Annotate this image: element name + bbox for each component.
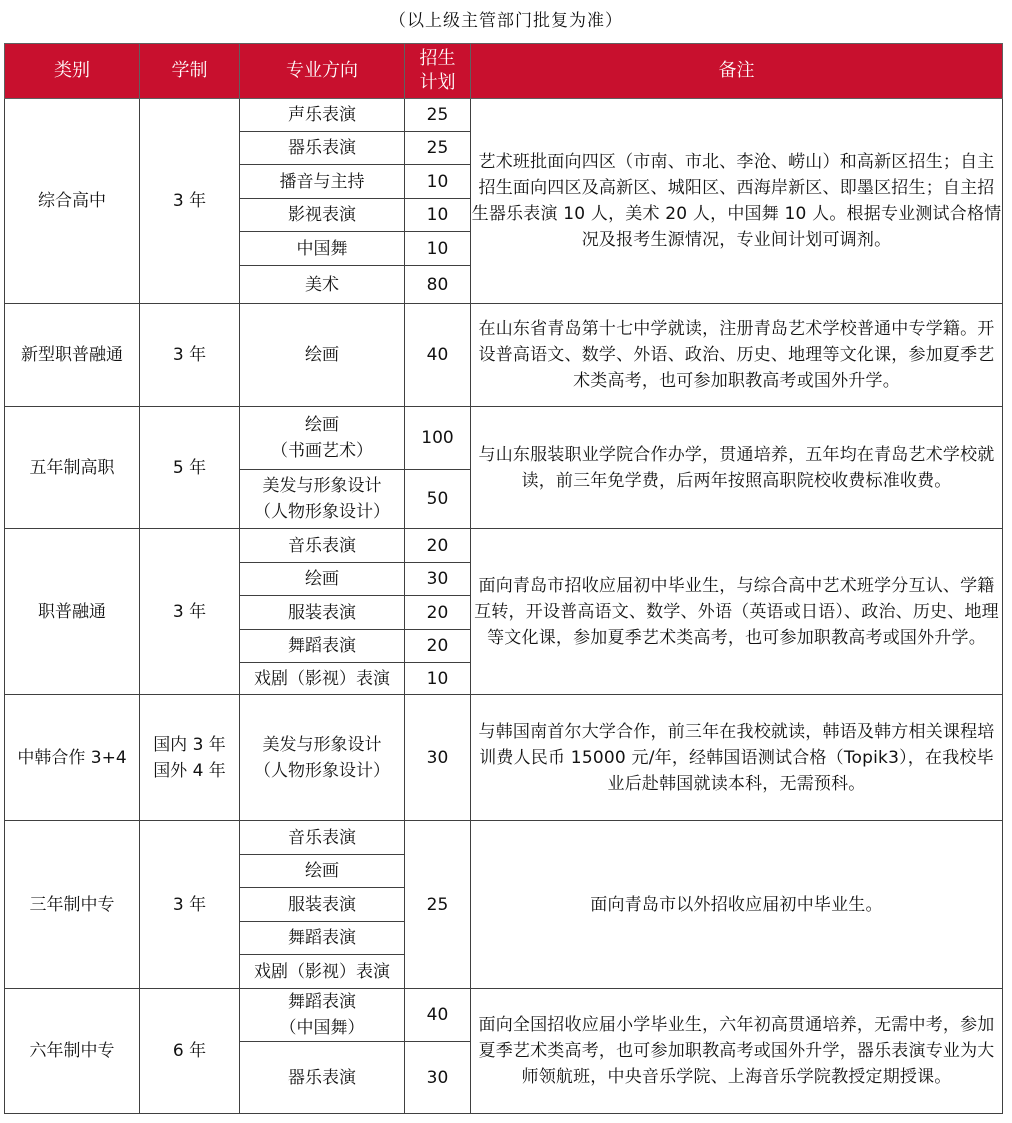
quota-cell: 10 <box>405 199 471 232</box>
major-cell <box>240 470 405 529</box>
major-cell: 声乐表演 <box>240 99 405 132</box>
category-cell: 中韩合作 3+4 <box>5 695 140 821</box>
major-cell <box>240 989 405 1042</box>
major-cell: 器乐表演 <box>240 1042 405 1114</box>
major-cell: 音乐表演 <box>240 529 405 563</box>
quota-cell: 20 <box>405 630 471 663</box>
major-cell: 绘画 <box>240 563 405 596</box>
remarks-cell: 与山东服装职业学院合作办学，贯通培养，五年均在青岛艺术学校就读，前三年免学费，后两年按照高职院校收费标准收费。 <box>471 407 1003 529</box>
major-subtitle: （人物形象设计） <box>254 502 390 522</box>
category-cell: 职普融通 <box>5 529 140 695</box>
category-cell: 五年制高职 <box>5 407 140 529</box>
major-cell: 音乐表演 <box>240 821 405 855</box>
quota-cell: 80 <box>405 266 471 304</box>
remarks-cell: 艺术班批面向四区（市南、市北、李沧、崂山）和高新区招生；自主招生面向四区及高新区、城阳区、西海岸新区、即墨区招生；自主招生器乐表演 10 人，美术 20 人，中国舞 10 人。根据专业测试合格情况及报考生源情况，专业间计划可调剂。 <box>471 99 1003 304</box>
major-cell <box>240 695 405 821</box>
major-cell: 舞蹈表演 <box>240 922 405 955</box>
duration-cell: 3 年 <box>140 304 240 407</box>
duration-cell: 3 年 <box>140 99 240 304</box>
major-cell: 戏剧（影视）表演 <box>240 663 405 695</box>
remarks-cell: 与韩国南首尔大学合作，前三年在我校就读，韩语及韩方相关课程培训费人民币 15000 元/年，经韩国语测试合格（Topik3），在我校毕业后赴韩国就读本科，无需预科。 <box>471 695 1003 821</box>
major-cell <box>240 407 405 470</box>
major-cell: 影视表演 <box>240 199 405 232</box>
table-row <box>5 821 1003 855</box>
duration-line: 国外 4 年 <box>153 760 226 781</box>
major-cell: 绘画 <box>240 304 405 407</box>
major-name: 绘画 <box>305 415 339 435</box>
major-cell: 戏剧（影视）表演 <box>240 955 405 989</box>
quota-cell: 20 <box>405 596 471 630</box>
remarks-cell: 面向青岛市以外招收应届初中毕业生。 <box>471 821 1003 989</box>
major-name: 美发与形象设计 <box>262 734 382 755</box>
duration-cell: 3 年 <box>140 821 240 989</box>
quota-cell: 10 <box>405 663 471 695</box>
major-subtitle: （人物形象设计） <box>254 760 390 781</box>
quota-cell: 25 <box>405 99 471 132</box>
quota-cell: 30 <box>405 1042 471 1114</box>
header-quota-text: 招生计划 <box>419 48 456 93</box>
table-row <box>5 695 1003 821</box>
duration-cell: 6 年 <box>140 989 240 1114</box>
major-cell: 中国舞 <box>240 232 405 266</box>
enrollment-plan-table <box>4 43 1003 1114</box>
table-row <box>5 529 1003 563</box>
major-cell: 舞蹈表演 <box>240 630 405 663</box>
quota-cell: 25 <box>405 821 471 989</box>
remarks-cell: 面向青岛市招收应届初中毕业生，与综合高中艺术班学分互认、学籍互转，开设普高语文、数学、外语（英语或日语）、政治、历史、地理等文化课，参加夏季艺术类高考，也可参加职教高考或国外升学。 <box>471 529 1003 695</box>
major-subtitle: （书画艺术） <box>271 441 373 461</box>
header-category: 类别 <box>5 44 140 99</box>
header-remarks: 备注 <box>471 44 1003 99</box>
category-cell: 三年制中专 <box>5 821 140 989</box>
major-subtitle: （中国舞） <box>279 1018 365 1038</box>
duration-cell: 3 年 <box>140 529 240 695</box>
major-cell: 播音与主持 <box>240 165 405 199</box>
header-quota <box>405 44 471 99</box>
quota-cell: 50 <box>405 470 471 529</box>
quota-cell: 30 <box>405 563 471 596</box>
table-caption: （以上级主管部门批复为准） <box>389 11 623 31</box>
duration-line: 国内 3 年 <box>153 734 226 755</box>
category-cell: 综合高中 <box>5 99 140 304</box>
header-major: 专业方向 <box>240 44 405 99</box>
remarks-cell: 在山东省青岛第十七中学就读，注册青岛艺术学校普通中专学籍。开设普高语文、数学、外语、政治、历史、地理等文化课，参加夏季艺术类高考，也可参加职教高考或国外升学。 <box>471 304 1003 407</box>
category-cell: 新型职普融通 <box>5 304 140 407</box>
quota-cell: 100 <box>405 407 471 470</box>
quota-cell: 10 <box>405 165 471 199</box>
quota-cell: 40 <box>405 304 471 407</box>
table-row <box>5 304 1003 407</box>
quota-cell: 30 <box>405 695 471 821</box>
major-name: 美发与形象设计 <box>262 476 382 496</box>
major-cell: 服装表演 <box>240 596 405 630</box>
table-row <box>5 989 1003 1042</box>
category-cell: 六年制中专 <box>5 989 140 1114</box>
table-row <box>5 407 1003 470</box>
remarks-cell: 面向全国招收应届小学毕业生，六年初高贯通培养，无需中考，参加夏季艺术类高考，也可参加职教高考或国外升学，器乐表演专业为大师领航班，中央音乐学院、上海音乐学院教授定期授课。 <box>471 989 1003 1114</box>
quota-cell: 20 <box>405 529 471 563</box>
duration-cell <box>140 695 240 821</box>
quota-cell: 10 <box>405 232 471 266</box>
quota-cell: 40 <box>405 989 471 1042</box>
major-cell: 绘画 <box>240 855 405 888</box>
major-cell: 服装表演 <box>240 888 405 922</box>
quota-cell: 25 <box>405 132 471 165</box>
duration-cell: 5 年 <box>140 407 240 529</box>
header-duration: 学制 <box>140 44 240 99</box>
major-cell: 美术 <box>240 266 405 304</box>
table-row <box>5 99 1003 132</box>
major-name: 舞蹈表演 <box>288 992 356 1012</box>
header-row <box>5 44 1003 99</box>
major-cell: 器乐表演 <box>240 132 405 165</box>
